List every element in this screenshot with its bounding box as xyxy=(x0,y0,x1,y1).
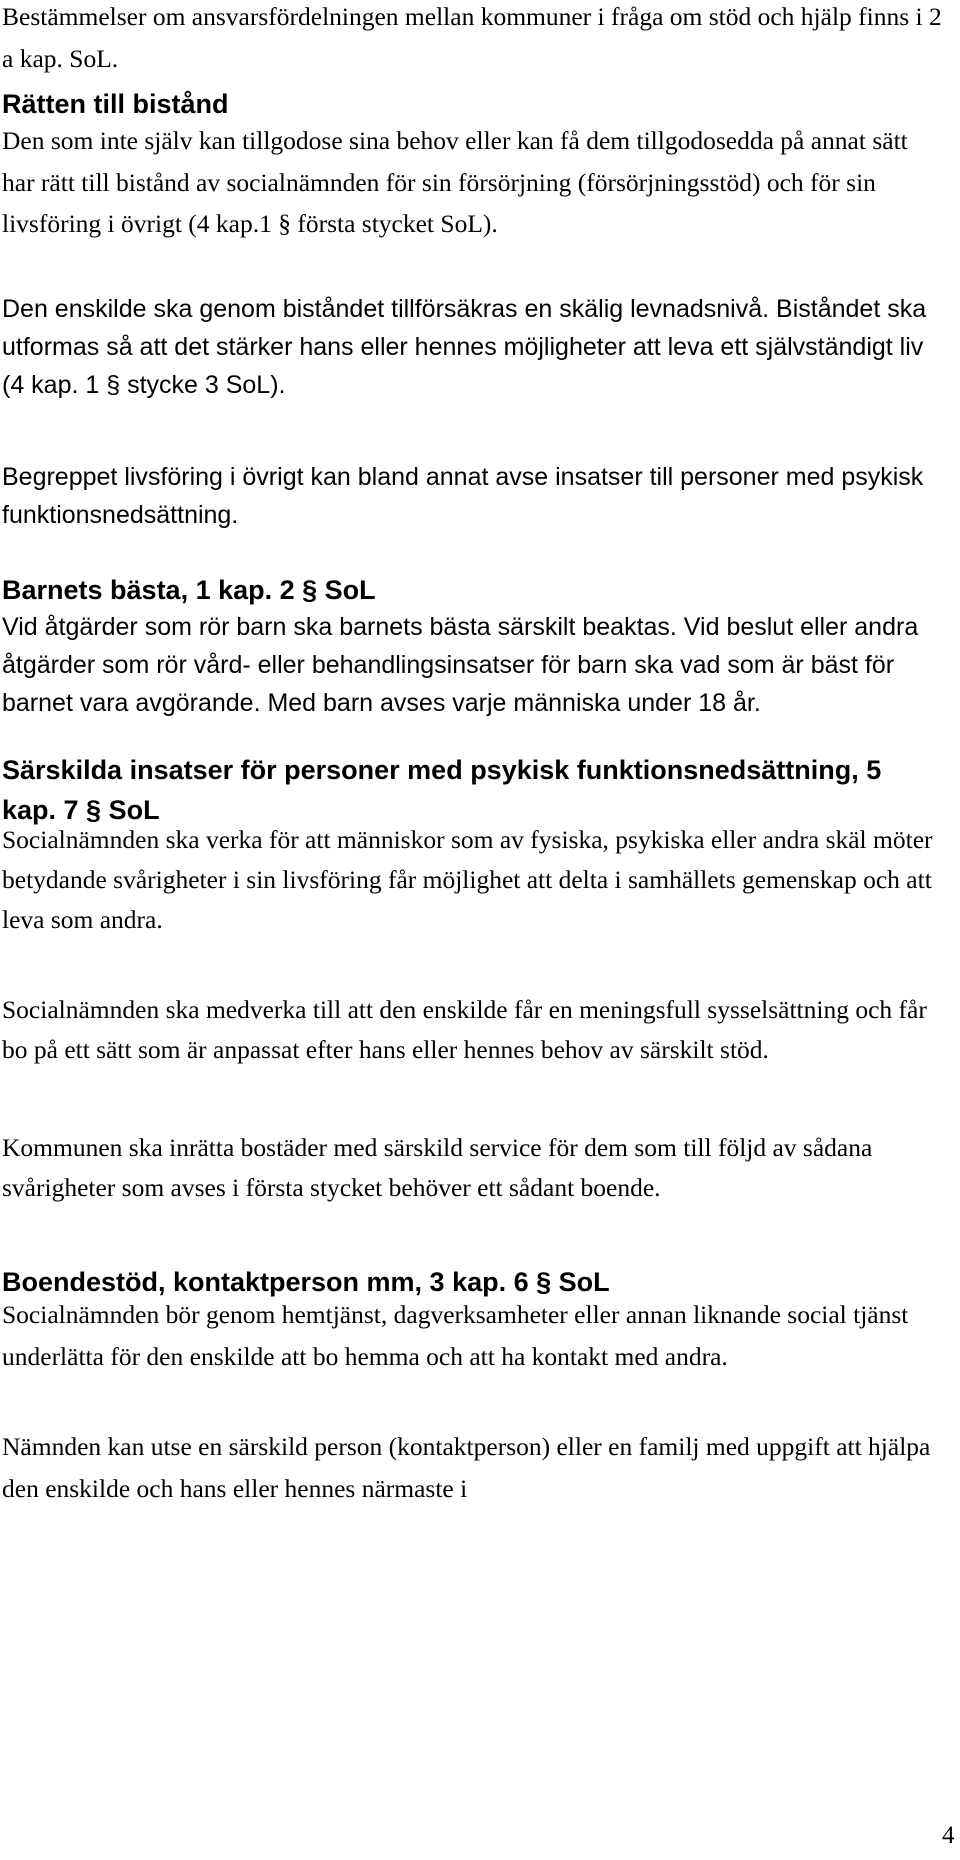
section-heading-sarskilda-insatser: Särskilda insatser för personer med psykisk funktionsnedsättning, 5 kap. 7 § SoL xyxy=(2,755,882,825)
paragraph-ratten-till-bistand: Den som inte själv kan tillgodose sina behov eller kan få dem tillgodosedda på annat sätt har rätt till bistånd av socialnämnden för sin försörjning (försörjningsstöd) och för sin livsföring i övrigt (4 kap.1 § första stycket SoL). xyxy=(2,126,908,238)
section-heading-ratten-till-bistand: Rätten till bistånd xyxy=(2,89,229,119)
page-number: 4 xyxy=(942,1822,955,1849)
paragraph-skalig-levnadsniva: Den enskilde ska genom biståndet tillförsäkras en skälig levnadsnivå. Biståndet ska utformas så att det stärker hans eller hennes möjligheter att leva ett självständigt liv (4 kap. 1 § stycke 3 SoL). xyxy=(2,295,927,399)
paragraph-livsforing-i-ovrigt: Begreppet livsföring i övrigt kan bland annat avse insatser till personer med psykisk funktionsnedsättning. xyxy=(2,463,924,529)
paragraph-hemtjanst: Socialnämnden bör genom hemtjänst, dagverksamheter eller annan liknande social tjänst underlätta för den enskilde att bo hemma och att ha kontakt med andra. xyxy=(2,1300,909,1371)
paragraph-bostader: Kommunen ska inrätta bostäder med särskild service för dem som till följd av sådana svårigheter som avses i första stycket behöver ett sådant boende. xyxy=(2,1133,873,1202)
section-heading-boendestod: Boendestöd, kontaktperson mm, 3 kap. 6 § SoL xyxy=(2,1267,610,1297)
section-heading-barnets-basta: Barnets bästa, 1 kap. 2 § SoL xyxy=(2,575,376,605)
intro-paragraph: Bestämmelser om ansvarsfördelningen mellan kommuner i fråga om stöd och hjälp finns i 2 a kap. SoL. xyxy=(2,2,942,73)
paragraph-kontaktperson: Nämnden kan utse en särskild person (kontaktperson) eller en familj med uppgift att hjälpa den enskilde och hans eller hennes närmaste i xyxy=(2,1432,931,1503)
paragraph-verka-for: Socialnämnden ska verka för att människor som av fysiska, psykiska eller andra skäl möter betydande svårigheter i sin livsföring får möjlighet att delta i samhällets gemenskap och att leva som andra. xyxy=(2,825,933,934)
paragraph-barnets-basta: Vid åtgärder som rör barn ska barnets bästa särskilt beaktas. Vid beslut eller andra åtgärder som rör vård- eller behandlingsinsatser för barn ska vad som är bäst för barnet vara avgörande. Med barn avses varje människa under 18 år. xyxy=(2,613,919,717)
paragraph-medverka: Socialnämnden ska medverka till att den enskilde får en meningsfull sysselsättning och får bo på ett sätt som är anpassat efter hans eller hennes behov av särskilt stöd. xyxy=(2,995,927,1064)
